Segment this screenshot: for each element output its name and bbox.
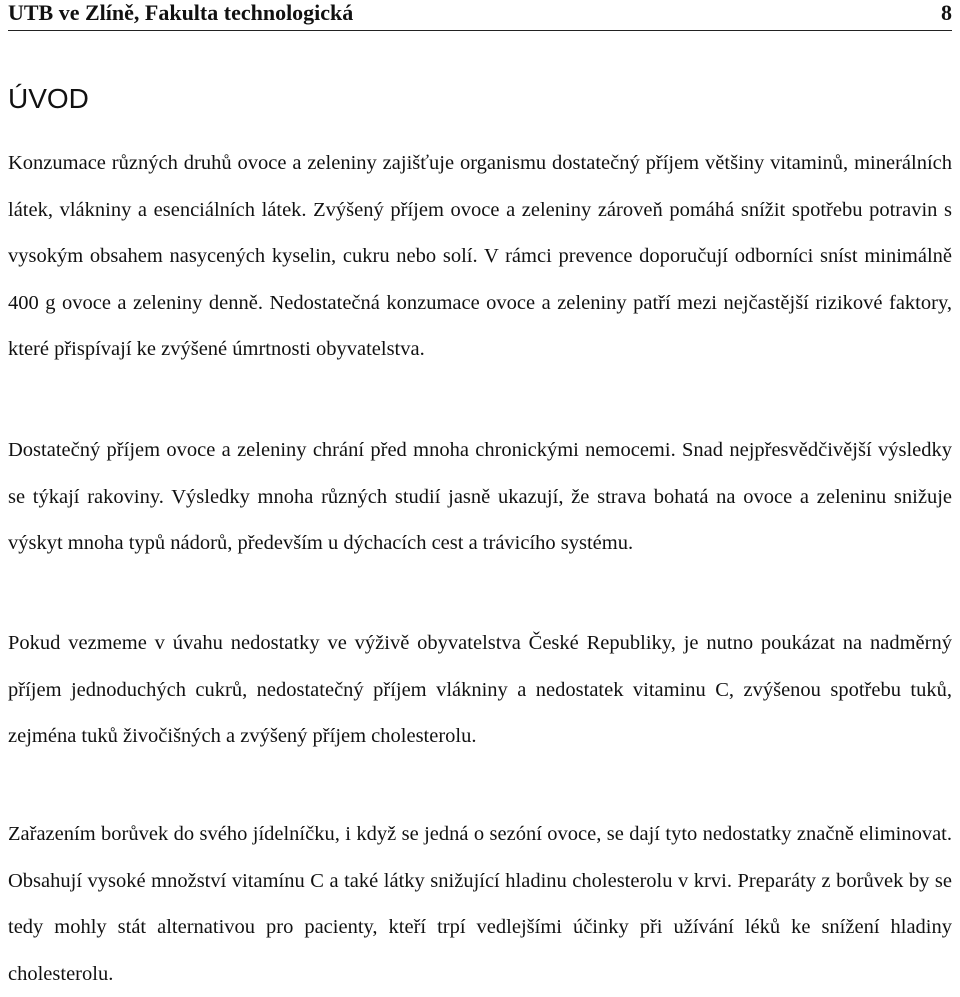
section-heading: ÚVOD	[8, 83, 89, 114]
paragraph-1: Konzumace různých druhů ovoce a zeleniny zajišťuje organismu dostatečný příjem většiny vitaminů, minerálních látek, vlákniny a esenciálních látek. Zvýšený příjem ovoce a zeleniny zároveň pomáhá snížit spotřebu potravin s vysokým obsahem nasycených kyselin, cukru nebo solí. V rámci prevence doporučují odborníci sníst minimálně 400 g ovoce a zeleniny denně. Nedostatečná konzumace ovoce a zeleniny patří mezi nejčastější rizikové faktory, které přispívají ke zvýšené úmrtnosti obyvatelstva.	[8, 152, 952, 360]
page-header	[8, 0, 952, 31]
paragraph-2: Dostatečný příjem ovoce a zeleniny chrání před mnoha chronickými nemocemi. Snad nejpřesvědčivější výsledky se týkají rakoviny. Výsledky mnoha různých studií jasně ukazují, že strava bohatá na ovoce a zeleninu snižuje výskyt mnoha typů nádorů, především u dýchacích cest a trávicího systému.	[8, 439, 952, 554]
page-number: 8	[941, 0, 952, 25]
paragraph-3: Pokud vezmeme v úvahu nedostatky ve výživě obyvatelstva České Republiky, je nutno poukázat na nadměrný příjem jednoduchých cukrů, nedostatečný příjem vlákniny a nedostatek vitaminu C, zvýšenou spotřebu tuků, zejména tuků živočišných a zvýšený příjem cholesterolu.	[8, 632, 952, 747]
header-title: UTB ve Zlíně, Fakulta technologická	[8, 0, 354, 25]
paragraph-4: Zařazením borůvek do svého jídelníčku, i když se jedná o sezóní ovoce, se dají tyto nedostatky značně eliminovat. Obsahují vysoké množství vitamínu C a také látky snižující hladinu cholesterolu v krvi. Preparáty z borůvek by se tedy mohly stát alternativou pro pacienty, kteří trpí vedlejšími účinky při užívání léků ke snížení hladiny cholesterolu.	[8, 823, 952, 985]
